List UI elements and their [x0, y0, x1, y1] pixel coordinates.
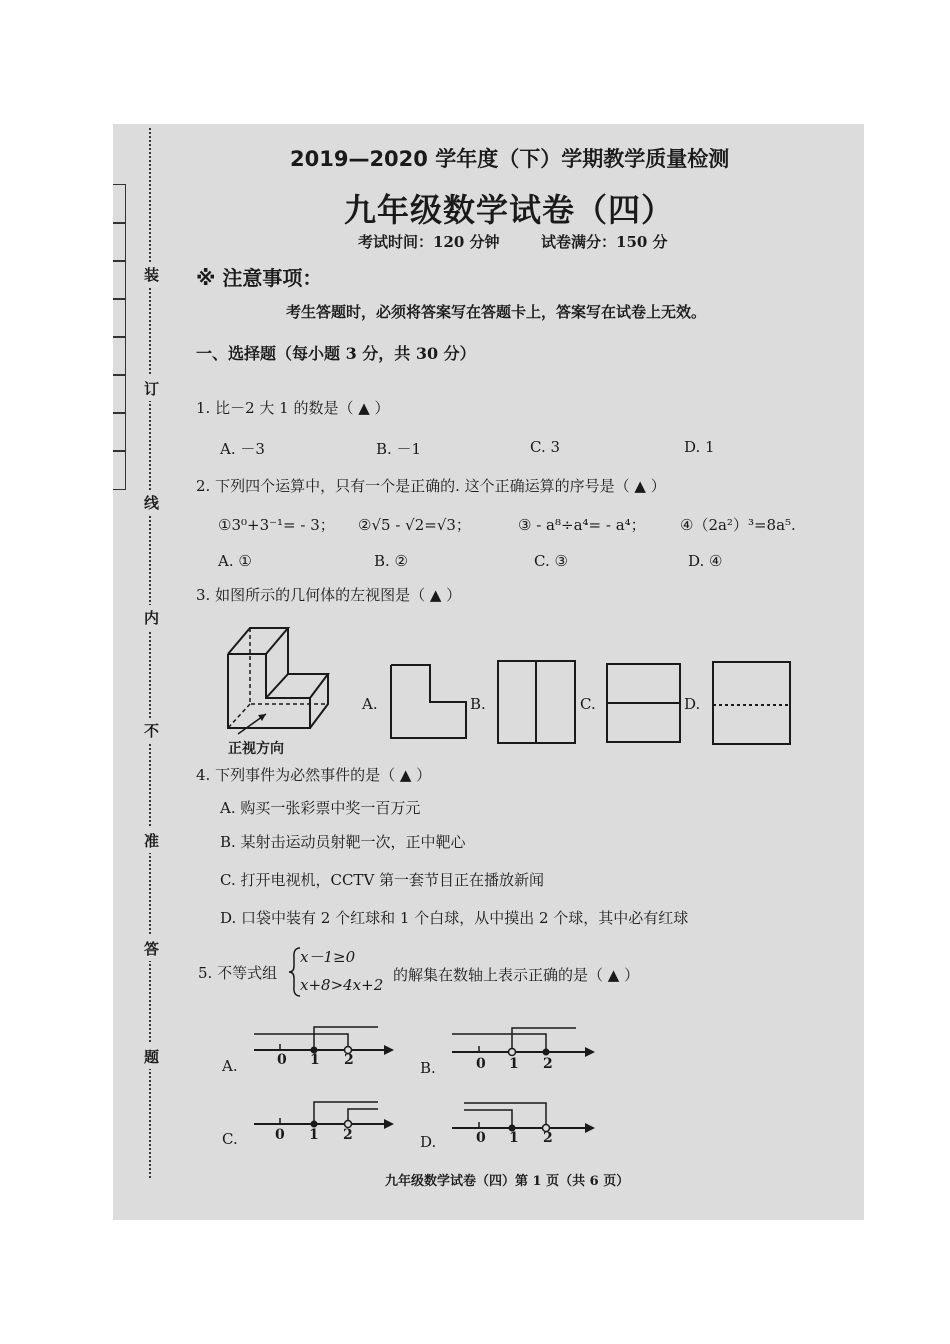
- q3-option-b: B.: [470, 695, 486, 713]
- tick-label-0: 0: [277, 1052, 287, 1068]
- q2-item-3: ③ - a⁸÷a⁴= - a⁴；: [518, 516, 646, 534]
- inequality-2: x+8>4x+2: [300, 976, 384, 994]
- page-footer: 九年级数学试卷（四）第 1 页（共 6 页）: [385, 1174, 630, 1189]
- l-shaped-solid-figure: [218, 618, 338, 743]
- binding-char: 线: [144, 490, 159, 515]
- binding-char: 订: [144, 376, 159, 401]
- q2-option-d: D. ④: [688, 552, 723, 570]
- tick-label-2: 2: [343, 1127, 353, 1143]
- notice-heading: ※ 注意事项：: [196, 266, 323, 290]
- binding-char: 不: [144, 718, 159, 743]
- view-direction-label: 正视方向: [228, 741, 284, 757]
- margin-box: [113, 298, 126, 338]
- q3-option-a: A.: [362, 695, 378, 713]
- binding-char: 内: [144, 605, 159, 630]
- q1-option-a: A. －3: [220, 440, 265, 458]
- q5-option-c: C.: [222, 1130, 238, 1148]
- q2-item-4: ④（2a²）³=8a⁵.: [680, 516, 796, 534]
- question-1-stem: 1. 比－2 大 1 的数是（ ▲ ）: [196, 399, 390, 417]
- question-3-stem: 3. 如图所示的几何体的左视图是（ ▲ ）: [196, 586, 462, 604]
- margin-box: [113, 184, 126, 224]
- question-5-prefix: 5. 不等式组: [198, 964, 278, 982]
- binding-char: 答: [144, 936, 159, 961]
- q5-option-d: D.: [420, 1133, 437, 1151]
- q5-option-b-numberline: [450, 1020, 598, 1080]
- tick-label-0: 0: [275, 1127, 285, 1143]
- q5-option-a-numberline: [252, 1020, 397, 1080]
- q3-option-a-figure: [390, 664, 470, 740]
- exam-time: 考试时间：120 分钟: [358, 233, 500, 251]
- full-score: 试卷满分：150 分: [541, 233, 668, 251]
- q1-option-b: B. －1: [376, 440, 422, 458]
- margin-box: [113, 412, 126, 452]
- margin-box: [113, 374, 126, 414]
- tick-label-2: 2: [543, 1056, 553, 1072]
- q4-option-d: D. 口袋中装有 2 个红球和 1 个白球，从中摸出 2 个球，其中必有红球: [220, 909, 689, 927]
- margin-box: [113, 336, 126, 376]
- q5-option-d-numberline: [450, 1094, 598, 1154]
- q3-option-d-figure: [712, 661, 792, 745]
- exam-term-title: 2019—2020 学年度（下）学期教学质量检测: [290, 147, 730, 171]
- q2-item-2: ②√5 - √2=√3；: [358, 516, 471, 534]
- question-5-suffix: 的解集在数轴上表示正确的是（ ▲ ）: [393, 966, 640, 984]
- q4-option-b: B. 某射击运动员射靶一次，正中靶心: [220, 833, 466, 851]
- q3-option-c: C.: [580, 695, 596, 713]
- q5-option-c-numberline: [252, 1094, 397, 1154]
- question-2-stem: 2. 下列四个运算中，只有一个是正确的. 这个正确运算的序号是（ ▲ ）: [196, 477, 666, 495]
- tick-label-1: 1: [309, 1127, 319, 1143]
- question-4-stem: 4. 下列事件为必然事件的是（ ▲ ）: [196, 766, 432, 784]
- q4-option-c: C. 打开电视机，CCTV 第一套节目正在播放新闻: [220, 871, 545, 889]
- margin-box: [113, 222, 126, 262]
- binding-char: 准: [144, 828, 159, 853]
- margin-box: [113, 260, 126, 300]
- notice-text: 考生答题时，必须将答案写在答题卡上，答案写在试卷上无效。: [286, 303, 707, 321]
- binding-char: 装: [144, 262, 159, 287]
- tick-label-1: 1: [509, 1130, 519, 1146]
- q5-option-a: A.: [222, 1057, 238, 1075]
- q1-option-d: D. 1: [684, 438, 715, 456]
- q2-option-a: A. ①: [218, 552, 252, 570]
- q2-option-c: C. ③: [534, 552, 568, 570]
- q3-option-c-figure: [606, 663, 682, 743]
- q1-option-c: C. 3: [530, 438, 561, 456]
- tick-label-1: 1: [509, 1056, 519, 1072]
- q5-option-b: B.: [420, 1059, 436, 1077]
- tick-label-2: 2: [543, 1130, 553, 1146]
- margin-box: [113, 450, 126, 490]
- tick-label-1: 1: [310, 1052, 320, 1068]
- exam-title: 九年级数学试卷（四）: [344, 191, 675, 229]
- tick-label-0: 0: [476, 1130, 486, 1146]
- tick-label-2: 2: [344, 1052, 354, 1068]
- tick-label-0: 0: [476, 1056, 486, 1072]
- q4-option-a: A. 购买一张彩票中奖一百万元: [220, 799, 421, 817]
- section-title: 一、选择题（每小题 3 分，共 30 分）: [196, 344, 476, 363]
- q2-option-b: B. ②: [374, 552, 409, 570]
- binding-char: 题: [144, 1044, 159, 1069]
- q2-item-1: ①3⁰+3⁻¹= - 3；: [218, 516, 335, 534]
- q3-option-d: D.: [684, 695, 701, 713]
- q3-option-b-figure: [497, 660, 577, 744]
- inequality-1: x－1≥0: [300, 948, 356, 966]
